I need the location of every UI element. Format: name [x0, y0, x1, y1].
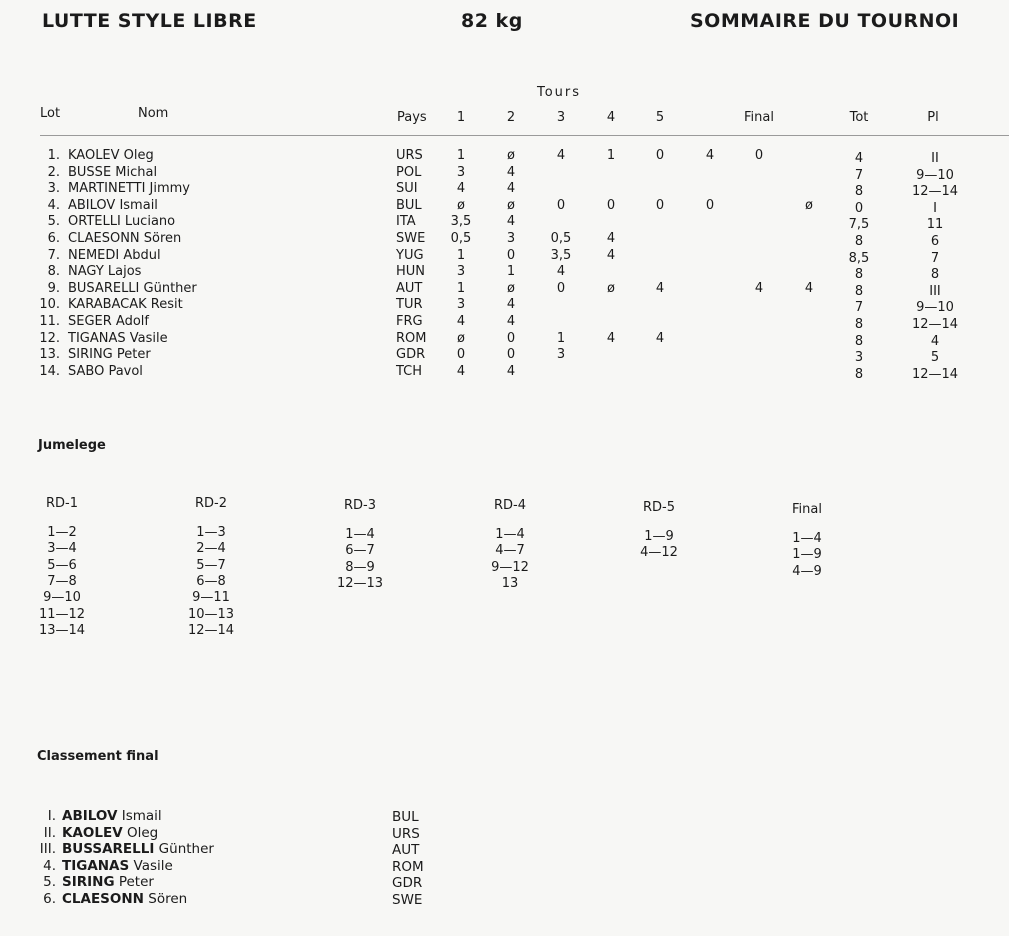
row-total: 8 [854, 283, 864, 299]
row-country: URS [396, 148, 423, 163]
row-score: 1 [606, 148, 616, 163]
pairing: 9—11 [192, 590, 230, 606]
round-label: RD-5 [642, 500, 676, 515]
header-rule [40, 135, 1009, 136]
pairing: 1—2 [47, 525, 77, 540]
row-score: 0 [754, 148, 764, 163]
col-round-3: 3 [556, 110, 566, 125]
row-score: 4 [655, 280, 665, 296]
row-country: AUT [396, 280, 423, 296]
pairing: 1—9 [792, 547, 822, 563]
standing-surname: KAOLEV [62, 824, 123, 841]
row-name: CLAESONN Sören [68, 231, 182, 246]
row-score: 3 [506, 231, 516, 246]
row-score: 0 [556, 280, 566, 296]
standing-country: URS [392, 825, 420, 842]
row-score: 4 [506, 214, 516, 230]
col-round-2: 2 [506, 110, 516, 125]
row-score: 0 [556, 197, 566, 213]
row-score: 4 [456, 314, 466, 329]
pairing: 10—13 [187, 606, 235, 622]
col-round-1: 1 [456, 110, 466, 125]
row-score: 4 [506, 181, 516, 197]
row-score: 4 [506, 363, 516, 379]
pairing: 4—9 [792, 563, 822, 579]
standing-name [62, 891, 187, 907]
row-name: BUSARELLI Günther [68, 280, 197, 296]
standing-country: BUL [392, 809, 419, 825]
row-country: BUL [396, 197, 422, 213]
row-name: SEGER Adolf [68, 314, 149, 329]
pairing: 5—7 [196, 557, 226, 573]
standing-name [62, 874, 154, 890]
standing-rank: 5. [43, 874, 56, 891]
round-label: RD-2 [194, 496, 228, 511]
row-lot: 8. [47, 264, 60, 280]
row-country: GDR [396, 347, 426, 363]
row-lot: 3. [47, 181, 60, 197]
row-score: ø [607, 280, 615, 296]
row-name: NAGY Lajos [68, 264, 142, 280]
row-country: TCH [396, 363, 423, 379]
row-lot: 5. [47, 214, 60, 230]
round-label: RD-3 [343, 498, 377, 513]
row-score: 0 [506, 330, 516, 346]
row-total: 3 [854, 350, 864, 366]
weight-class: 82 kg [461, 10, 523, 32]
row-score: 3 [456, 297, 466, 313]
row-country: POL [396, 164, 422, 180]
row-country: FRG [396, 314, 423, 329]
row-score: 4 [655, 330, 665, 346]
row-score: 4 [804, 280, 814, 296]
row-name: SABO Pavol [68, 363, 143, 379]
row-name: KARABACAK Resit [68, 297, 183, 313]
row-country: HUN [396, 264, 426, 280]
col-final: Final [744, 110, 774, 125]
row-place: 7 [930, 250, 940, 266]
standing-firstname: Ismail [117, 808, 162, 824]
row-score: 1 [506, 264, 516, 280]
standing-firstname: Peter [114, 874, 154, 891]
pairing: 1—3 [196, 525, 226, 540]
row-total: 7 [854, 167, 864, 183]
row-score: 4 [506, 164, 516, 180]
standing-surname: CLAESONN [62, 891, 144, 907]
row-total: 8 [854, 333, 864, 349]
row-name: SIRING Peter [68, 347, 151, 363]
row-name: BUSSE Michal [68, 164, 158, 180]
row-score: 0 [655, 197, 665, 213]
row-score: 1 [456, 280, 466, 296]
row-score: 0 [456, 347, 466, 363]
row-score: 4 [556, 148, 566, 163]
row-place: 12—14 [911, 184, 959, 200]
row-place: 11 [926, 217, 944, 233]
row-score: 0,5 [550, 231, 572, 246]
row-place: II [931, 151, 939, 166]
row-lot: 4. [47, 197, 60, 213]
row-score: ø [507, 280, 515, 296]
row-name: NEMEDI Abdul [68, 247, 161, 263]
row-total: 4 [854, 151, 864, 166]
classement-title: Classement final [37, 749, 159, 764]
standing-firstname: Günther [154, 841, 214, 858]
row-country: YUG [396, 247, 424, 263]
row-country: SWE [396, 231, 426, 246]
pairing: 1—4 [495, 527, 525, 542]
row-country: SUI [396, 181, 418, 197]
row-name: ABILOV Ismail [68, 197, 158, 213]
standing-surname: SIRING [62, 874, 115, 891]
row-place: 9—10 [916, 300, 954, 316]
row-lot: 11. [39, 314, 60, 329]
standing-surname: BUSSARELLI [62, 841, 155, 858]
row-total: 8 [854, 234, 864, 249]
row-score: 3,5 [550, 247, 572, 263]
round-label: RD-1 [45, 496, 79, 511]
row-place: 4 [930, 333, 940, 349]
row-lot: 2. [47, 164, 60, 180]
row-score: 4 [606, 231, 616, 246]
row-total: 0 [854, 200, 864, 216]
row-score: 4 [556, 264, 566, 280]
tours-heading: Tours [537, 85, 582, 100]
row-country: ROM [396, 330, 427, 346]
row-score: 4 [606, 330, 616, 346]
row-total: 7 [854, 300, 864, 316]
row-place: 12—14 [911, 366, 959, 382]
round-label: RD-4 [493, 498, 527, 513]
row-total: 8 [854, 317, 864, 332]
row-score: 4 [506, 297, 516, 313]
row-place: 9—10 [916, 167, 954, 183]
row-score: 0 [506, 247, 516, 263]
row-score: ø [457, 197, 465, 213]
row-score: 0,5 [450, 231, 472, 246]
row-place: I [933, 200, 937, 216]
row-country: ITA [396, 214, 416, 230]
row-place: III [929, 283, 941, 299]
row-name: ORTELLI Luciano [68, 214, 176, 230]
pairing: 12—13 [336, 575, 384, 591]
standing-rank: 6. [43, 891, 56, 907]
standing-country: AUT [392, 842, 420, 859]
pairing: 2—4 [196, 541, 226, 557]
row-score: 4 [456, 363, 466, 379]
row-name: MARTINETTI Jimmy [68, 181, 190, 197]
row-lot: 1. [47, 148, 60, 163]
row-score: 0 [655, 148, 665, 163]
pairing: 9—10 [43, 590, 81, 606]
row-score: ø [805, 197, 813, 213]
row-score: ø [507, 148, 515, 163]
standing-rank: 4. [43, 857, 56, 874]
document-title: SOMMAIRE DU TOURNOI [690, 10, 960, 32]
row-score: 1 [556, 330, 566, 346]
standing-name [62, 841, 214, 857]
event-title: LUTTE STYLE LIBRE [42, 10, 257, 32]
row-lot: 14. [39, 363, 60, 379]
row-score: 4 [705, 148, 715, 163]
row-lot: 9. [47, 280, 60, 296]
row-score: 3 [556, 347, 566, 363]
pairing: 8—9 [345, 559, 375, 575]
standing-surname: ABILOV [62, 808, 118, 824]
row-score: 0 [705, 197, 715, 213]
row-place: 6 [930, 234, 940, 249]
row-place: 8 [930, 267, 940, 283]
row-score: ø [457, 330, 465, 346]
row-score: 4 [506, 314, 516, 329]
row-place: 5 [930, 350, 940, 366]
row-total: 8 [854, 366, 864, 382]
row-lot: 6. [47, 231, 60, 246]
round-label: Final [792, 502, 822, 517]
row-total: 8 [854, 184, 864, 200]
col-round-5: 5 [655, 110, 665, 125]
col-lot: Lot [40, 106, 61, 121]
standing-country: GDR [392, 875, 423, 892]
pairing: 13—14 [38, 622, 86, 638]
pairing: 3—4 [47, 541, 77, 557]
col-nom: Nom [138, 106, 169, 121]
row-score: ø [507, 197, 515, 213]
pairing: 4—12 [640, 545, 678, 561]
col-pl: Pl [927, 110, 939, 125]
row-score: 1 [456, 247, 466, 263]
pairing: 4—7 [495, 543, 525, 559]
row-score: 4 [606, 247, 616, 263]
standing-firstname: Vasile [129, 857, 173, 874]
pairing: 1—9 [644, 529, 674, 544]
row-score: 4 [456, 181, 466, 197]
row-score: 3 [456, 164, 466, 180]
pairing: 11—12 [38, 606, 86, 622]
row-place: 12—14 [911, 317, 959, 332]
row-country: TUR [396, 297, 423, 313]
pairing: 6—7 [345, 543, 375, 559]
jumelage-title: Jumelege [38, 438, 106, 453]
row-score: 0 [606, 197, 616, 213]
pairing: 1—4 [345, 527, 375, 542]
standing-rank: III. [39, 841, 56, 858]
standing-name [62, 825, 158, 841]
row-score: 3,5 [450, 214, 472, 230]
standing-firstname: Oleg [122, 824, 159, 841]
pairing: 13 [501, 575, 519, 591]
row-lot: 10. [39, 297, 60, 313]
row-name: KAOLEV Oleg [68, 148, 154, 163]
row-lot: 7. [47, 247, 60, 263]
standing-rank: II. [43, 824, 56, 841]
standing-country: ROM [392, 858, 424, 875]
row-lot: 13. [39, 347, 60, 363]
row-lot: 12. [39, 330, 60, 346]
row-score: 4 [754, 280, 764, 296]
standing-name [62, 808, 162, 824]
col-tot: Tot [849, 110, 869, 125]
standing-name [62, 858, 173, 874]
pairing: 6—8 [196, 573, 226, 589]
standing-rank: I. [47, 808, 56, 824]
standing-country: SWE [392, 892, 423, 908]
row-total: 8,5 [848, 250, 870, 266]
pairing: 12—14 [187, 622, 235, 638]
pairing: 9—12 [491, 559, 529, 575]
col-pays: Pays [397, 110, 427, 125]
row-score: 1 [456, 148, 466, 163]
pairing: 1—4 [792, 531, 822, 546]
col-round-4: 4 [606, 110, 616, 125]
pairing: 7—8 [47, 573, 77, 589]
pairing: 5—6 [47, 557, 77, 573]
row-score: 0 [506, 347, 516, 363]
row-total: 7,5 [848, 217, 870, 233]
row-score: 3 [456, 264, 466, 280]
standing-firstname: Sören [143, 891, 188, 907]
row-name: TIGANAS Vasile [68, 330, 168, 346]
standing-surname: TIGANAS [62, 857, 130, 874]
row-total: 8 [854, 267, 864, 283]
